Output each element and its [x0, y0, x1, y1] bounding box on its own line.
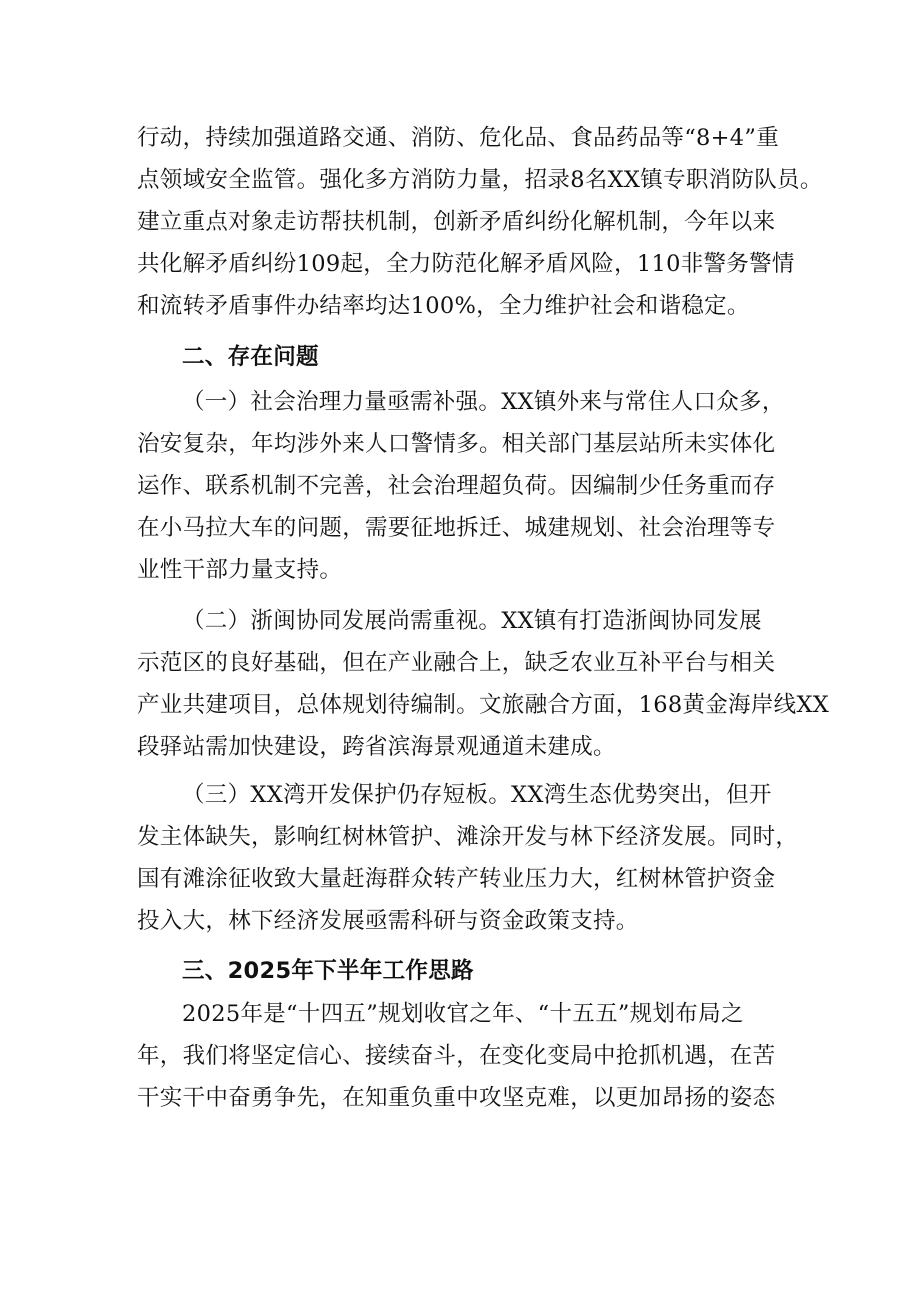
- section-heading: 二、存在问题: [182, 344, 319, 370]
- section-two: [137, 336, 797, 378]
- paragraph-line: 国有滩涂征收致大量赶海群众转产转业压力大，红树林管护资金: [137, 866, 776, 892]
- paragraph-line: 行动，持续加强道路交通、消防、危化品、食品药品等“8+4”重: [137, 125, 779, 151]
- paragraph-line: 产业共建项目，总体规划待编制。文旅融合方面，168黄金海岸线XX: [137, 692, 830, 718]
- paragraph-line: 段驿站需加快建设，跨省滨海景观通道未建成。: [137, 734, 616, 760]
- paragraph-line: 示范区的良好基础，但在产业融合上，缺乏农业互补平台与相关: [137, 650, 776, 676]
- paragraph-line: 共化解矛盾纠纷109起，全力防范化解矛盾风险，110非警务警情: [137, 251, 795, 277]
- paragraph-line: （三）XX湾开发保护仍存短板。XX湾生态优势突出，但开: [182, 782, 772, 808]
- paragraph-line: 治安复杂，年均涉外来人口警情多。相关部门基层站所未实体化: [137, 431, 776, 457]
- section-three: [137, 950, 797, 992]
- paragraph-problem-3: [137, 774, 797, 942]
- paragraph-line: 建立重点对象走访帮扶机制，创新矛盾纠纷化解机制，今年以来: [137, 209, 776, 235]
- paragraph-line: 业性干部力量支持。: [137, 557, 343, 583]
- paragraph-line: 点领域安全监管。强化多方消防力量，招录8名XX镇专职消防队员。: [137, 167, 823, 193]
- paragraph-work-plan: [137, 993, 797, 1119]
- paragraph-line: 干实干中奋勇争先，在知重负重中攻坚克难，以更加昂扬的姿态: [137, 1085, 776, 1111]
- paragraph-line: 在小马拉大车的问题，需要征地拆迁、城建规划、社会治理等专: [137, 515, 776, 541]
- section-heading: 三、2025年下半年工作思路: [182, 958, 474, 984]
- paragraph-line: 年，我们将坚定信心、接续奋斗，在变化变局中抢抓机遇，在苦: [137, 1043, 776, 1069]
- paragraph-line: 发主体缺失，影响红树林管护、滩涂开发与林下经济发展。同时，: [137, 824, 799, 850]
- paragraph-line: （二）浙闽协同发展尚需重视。XX镇有打造浙闽协同发展: [182, 608, 762, 634]
- paragraph-problem-2: [137, 600, 830, 768]
- paragraph-line: 投入大，林下经济发展亟需科研与资金政策支持。: [137, 908, 639, 934]
- paragraph-line: 2025年是“十四五”规划收官之年、“十五五”规划布局之: [182, 1001, 744, 1027]
- paragraph-line: 和流转矛盾事件办结率均达100%，全力维护社会和谐稳定。: [137, 293, 750, 319]
- paragraph-line: 运作、联系机制不完善，社会治理超负荷。因编制少任务重而存: [137, 473, 776, 499]
- paragraph-problem-1: [137, 381, 797, 591]
- intro-paragraph: [137, 117, 823, 327]
- paragraph-line: （一）社会治理力量亟需补强。XX镇外来与常住人口众多，: [182, 389, 785, 415]
